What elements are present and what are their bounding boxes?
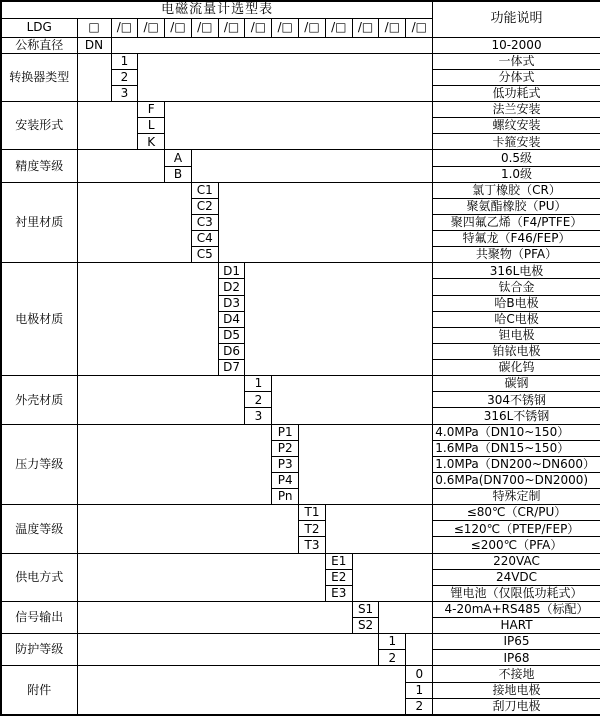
option-code: P2 [272, 440, 299, 456]
spacer-cell [191, 150, 432, 182]
spacer-cell [77, 102, 138, 150]
option-code: T2 [299, 521, 326, 537]
option-code: A [165, 150, 192, 166]
section-label: 温度等级 [1, 505, 77, 553]
option-desc: 220VAC [433, 553, 600, 569]
spacer-cell [111, 37, 433, 53]
option-code: 1 [406, 682, 433, 698]
option-desc: 共聚物（PFA） [433, 247, 600, 263]
spacer-cell [325, 505, 432, 553]
option-code: 3 [111, 85, 138, 101]
option-desc: 铂铱电极 [433, 343, 600, 359]
option-desc: 1.6MPa（DN15~150） [433, 440, 600, 456]
spacer-cell [77, 263, 218, 376]
option-desc: 低功耗式 [433, 85, 600, 101]
code-slot: /□ [165, 18, 192, 37]
option-desc: ≤200℃（PFA） [433, 537, 600, 553]
option-desc: 法兰安装 [433, 102, 600, 118]
option-code: P4 [272, 472, 299, 488]
dn-checkbox: □ [77, 18, 111, 37]
option-code: T3 [299, 537, 326, 553]
section-label: 转换器类型 [1, 53, 77, 101]
code-slot: /□ [218, 18, 245, 37]
option-desc: 氯丁橡胶（CR） [433, 182, 600, 198]
model-prefix: LDG [1, 18, 77, 37]
option-desc: 特殊定制 [433, 489, 600, 505]
spacer-cell [77, 53, 111, 101]
option-desc: 刮刀电极 [433, 698, 600, 715]
option-desc: 4.0MPa（DN10~150） [433, 424, 600, 440]
code-slot: /□ [299, 18, 326, 37]
option-code: D4 [218, 311, 245, 327]
spacer-cell [77, 150, 165, 182]
spacer-cell [245, 263, 433, 376]
spacer-cell [77, 376, 245, 424]
option-desc: 4-20mA+RS485（标配） [433, 601, 600, 617]
section-label: 附件 [1, 666, 77, 715]
option-desc: 不接地 [433, 666, 600, 682]
option-desc: 碳钢 [433, 376, 600, 392]
option-desc: 聚氨酯橡胶（PU） [433, 198, 600, 214]
option-code: L [138, 118, 165, 134]
option-desc: 哈C电极 [433, 311, 600, 327]
option-code: D7 [218, 360, 245, 376]
section-label: 精度等级 [1, 150, 77, 182]
option-desc: 分体式 [433, 69, 600, 85]
option-code: B [165, 166, 192, 182]
spacer-cell [77, 182, 191, 263]
option-code: P3 [272, 456, 299, 472]
option-code: C3 [191, 214, 218, 230]
spacer-cell [272, 376, 433, 424]
code-slot: /□ [406, 18, 433, 37]
option-desc: 聚四氟乙烯（F4/PTFE） [433, 214, 600, 230]
option-desc: 0.5级 [433, 150, 600, 166]
option-desc: 钛合金 [433, 279, 600, 295]
option-desc: 10-2000 [433, 37, 600, 53]
option-desc: 锂电池（仅限低功耗式） [433, 585, 600, 601]
option-code: D3 [218, 295, 245, 311]
option-code: F [138, 102, 165, 118]
option-desc: ≤120℃（PTEP/FEP） [433, 521, 600, 537]
code-slot: /□ [111, 18, 138, 37]
option-code: 2 [406, 698, 433, 715]
section-label: 信号输出 [1, 601, 77, 633]
option-code: D1 [218, 263, 245, 279]
option-code: 2 [111, 69, 138, 85]
option-desc: 316L电极 [433, 263, 600, 279]
option-code: E2 [325, 569, 352, 585]
code-slot: /□ [138, 18, 165, 37]
option-desc: 304不锈钢 [433, 392, 600, 408]
spacer-cell [299, 424, 433, 505]
code-slot: /□ [191, 18, 218, 37]
section-label: 公称直径 [1, 37, 77, 53]
code-slot: /□ [352, 18, 379, 37]
option-code: K [138, 134, 165, 150]
option-desc: 一体式 [433, 53, 600, 69]
code-slot: /□ [379, 18, 406, 37]
spacer-cell [77, 634, 379, 666]
table-title: 电磁流量计选型表 [1, 1, 433, 18]
option-code: C4 [191, 231, 218, 247]
option-code: 3 [245, 408, 272, 424]
option-desc: ≤80℃（CR/PU） [433, 505, 600, 521]
option-desc: 1.0MPa（DN200~DN600） [433, 456, 600, 472]
option-desc: 碳化钨 [433, 360, 600, 376]
code-slot: /□ [272, 18, 299, 37]
option-code: T1 [299, 505, 326, 521]
spacer-cell [77, 553, 325, 601]
spacer-cell [406, 634, 433, 666]
code-slot: /□ [245, 18, 272, 37]
option-desc: 316L不锈钢 [433, 408, 600, 424]
section-label: 供电方式 [1, 553, 77, 601]
option-code: DN [77, 37, 111, 53]
spacer-cell [218, 182, 433, 263]
option-code: D5 [218, 327, 245, 343]
spacer-cell [77, 666, 406, 715]
option-desc: 螺纹安装 [433, 118, 600, 134]
option-code: 1 [111, 53, 138, 69]
option-code: 0 [406, 666, 433, 682]
option-code: S1 [352, 601, 379, 617]
spacer-cell [379, 601, 433, 633]
option-code: C2 [191, 198, 218, 214]
option-code: E3 [325, 585, 352, 601]
option-desc: 接地电极 [433, 682, 600, 698]
option-desc: 0.6MPa(DN700~DN2000) [433, 472, 600, 488]
option-code: S2 [352, 618, 379, 634]
option-desc: 1.0级 [433, 166, 600, 182]
option-desc: 钽电极 [433, 327, 600, 343]
option-desc: 特氟龙（F46/FEP） [433, 231, 600, 247]
section-label: 安装形式 [1, 102, 77, 150]
option-code: C1 [191, 182, 218, 198]
option-code: 1 [379, 634, 406, 650]
option-code: Pn [272, 489, 299, 505]
option-code: D2 [218, 279, 245, 295]
option-desc: 24VDC [433, 569, 600, 585]
spacer-cell [77, 505, 299, 553]
code-slot: /□ [325, 18, 352, 37]
option-code: 2 [379, 650, 406, 666]
spacer-cell [77, 424, 272, 505]
spacer-cell [77, 601, 352, 633]
section-label: 衬里材质 [1, 182, 77, 263]
section-label: 电极材质 [1, 263, 77, 376]
option-code: P1 [272, 424, 299, 440]
option-desc: IP65 [433, 634, 600, 650]
section-label: 压力等级 [1, 424, 77, 505]
option-code: E1 [325, 553, 352, 569]
option-desc: 哈B电极 [433, 295, 600, 311]
spacer-cell [165, 102, 433, 150]
option-code: 1 [245, 376, 272, 392]
option-code: D6 [218, 343, 245, 359]
section-label: 外壳材质 [1, 376, 77, 424]
option-desc: HART [433, 618, 600, 634]
function-column-header: 功能说明 [433, 1, 600, 37]
option-desc: IP68 [433, 650, 600, 666]
option-code: C5 [191, 247, 218, 263]
option-code: 2 [245, 392, 272, 408]
spacer-cell [138, 53, 433, 101]
option-desc: 卡箍安装 [433, 134, 600, 150]
section-label: 防护等级 [1, 634, 77, 666]
spacer-cell [352, 553, 433, 601]
